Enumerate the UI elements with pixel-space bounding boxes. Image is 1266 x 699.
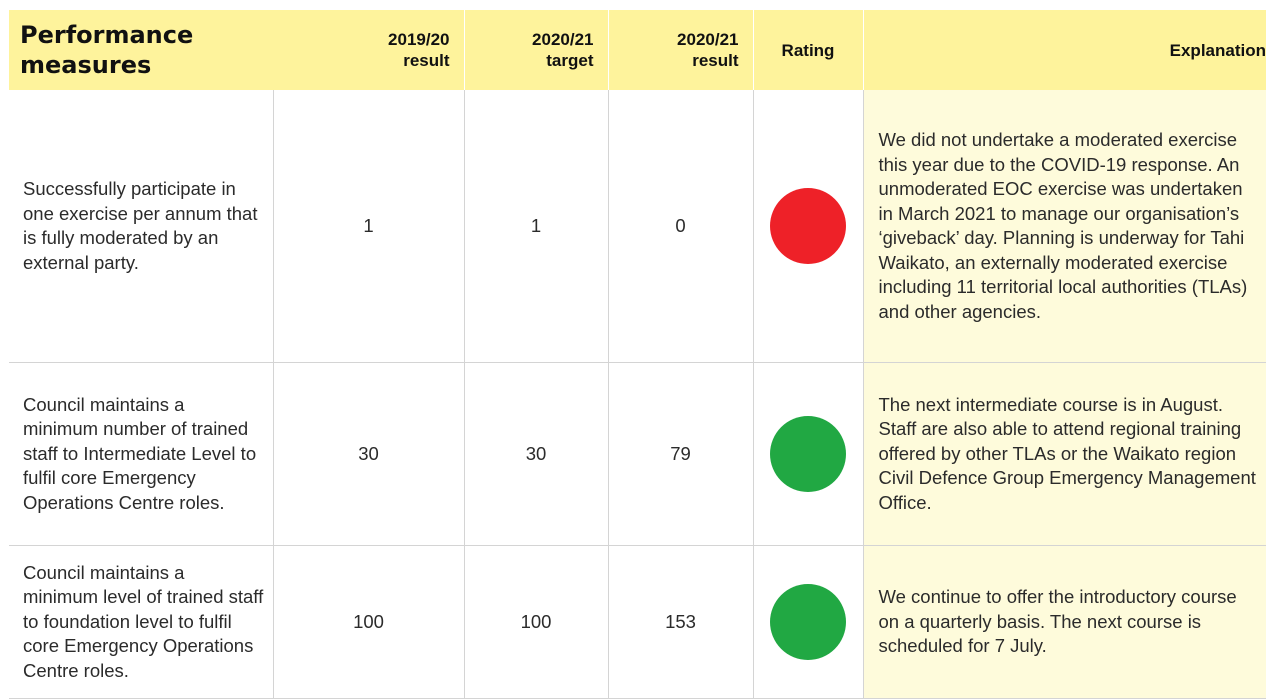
result-2019-20-cell: 100 (273, 546, 464, 699)
target-2020-21-cell: 30 (464, 363, 608, 546)
header-2019-20-result: 2019/20 result (273, 10, 464, 90)
header-performance-measures: Performance measures (9, 10, 273, 90)
table-row (9, 546, 1266, 699)
result-2020-21-cell: 153 (608, 546, 753, 699)
rating-cell (753, 363, 863, 546)
header-2020-21-target: 2020/21 target (464, 10, 608, 90)
rating-red-dot-icon (770, 188, 846, 264)
result-2019-20-cell: 1 (273, 90, 464, 363)
target-2020-21-cell: 100 (464, 546, 608, 699)
table-header-row (9, 10, 1266, 90)
target-2020-21-cell: 1 (464, 90, 608, 363)
rating-cell (753, 90, 863, 363)
measure-cell: Council maintains a minimum level of trained staff to foundation level to fulfil core Emergency Operations Centre roles. (9, 546, 273, 699)
header-2020-21-result: 2020/21 result (608, 10, 753, 90)
result-2019-20-cell: 30 (273, 363, 464, 546)
explanation-cell: We did not undertake a moderated exercise this year due to the COVID-19 response. An unmoderated EOC exercise was undertaken in March 2021 to manage our organisation’s ‘giveback’ day. Planning is underway for Tahi Waikato, an externally moderated exercise including 11 territorial local authorities (TLAs) and other agencies. (863, 90, 1266, 363)
header-explanation: Explanation (863, 10, 1266, 90)
table-row (9, 363, 1266, 546)
rating-cell (753, 546, 863, 699)
rating-green-dot-icon (770, 416, 846, 492)
performance-measures-table (9, 10, 1266, 699)
header-rating: Rating (753, 10, 863, 90)
explanation-cell: The next intermediate course is in August. Staff are also able to attend regional training offered by other TLAs or the Waikato region Civil Defence Group Emergency Management Office. (863, 363, 1266, 546)
result-2020-21-cell: 0 (608, 90, 753, 363)
measure-cell: Council maintains a minimum number of trained staff to Intermediate Level to fulfil core Emergency Operations Centre roles. (9, 363, 273, 546)
result-2020-21-cell: 79 (608, 363, 753, 546)
table-row (9, 90, 1266, 363)
measure-cell: Successfully participate in one exercise per annum that is fully moderated by an external party. (9, 90, 273, 363)
rating-green-dot-icon (770, 584, 846, 660)
explanation-cell: We continue to offer the introductory course on a quarterly basis. The next course is scheduled for 7 July. (863, 546, 1266, 699)
